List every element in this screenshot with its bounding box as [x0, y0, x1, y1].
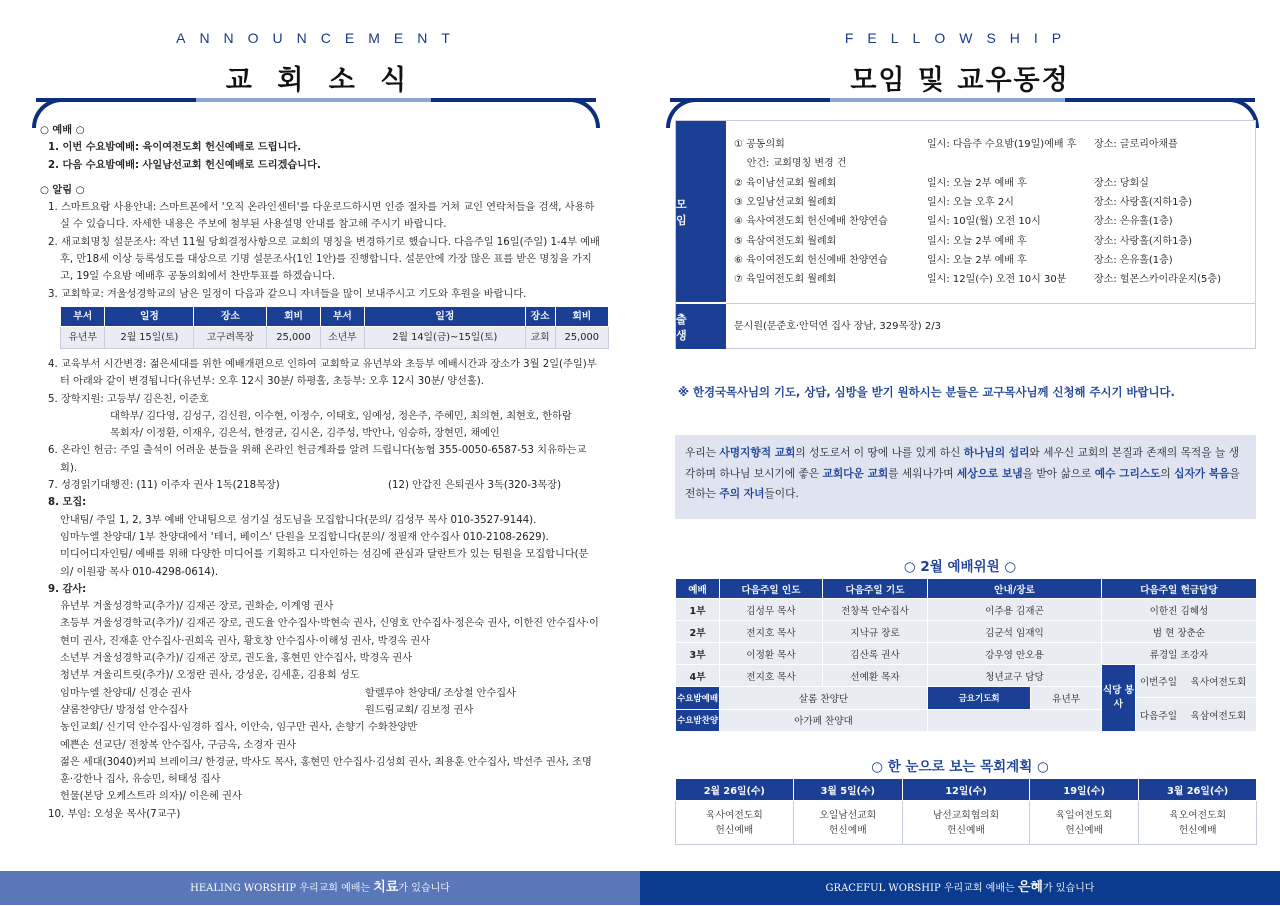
vision-text: 의	[1160, 466, 1171, 480]
thanks-item: 젊은 세대(3040)커피 브레이크/ 한경균, 박사도 목사, 홍현민 안수집사·김성희 권사, 최용훈 안수집사, 박선주 권사, 조명훈·강한나 집사, 유승민, 허태성 집사	[60, 756, 592, 786]
wed-label: 수요밤예배	[676, 687, 720, 709]
section-eng-title: ANNOUNCEMENT	[176, 30, 464, 46]
wc-header: 다음주일 기도	[823, 579, 928, 599]
footer-bar	[640, 871, 1280, 905]
notice-heading: ○ 알림 ○	[40, 184, 85, 196]
pastoral-plan-title: ○ 한 눈으로 보는 목회계획 ○	[871, 759, 1049, 775]
fri-label: 금요기도회	[928, 687, 1031, 709]
school-header: 일정	[365, 306, 525, 326]
recruit-item: 안내팀/ 주일 1, 2, 3부 예배 안내팀으로 섬기실 성도님을 모집합니다(문의/ 김성무 목사 010-3527-9144).	[60, 514, 537, 526]
school-table	[60, 306, 609, 349]
wc-header: 다음주일 헌금담당	[1101, 579, 1256, 599]
meetings-label: 모 임	[676, 121, 726, 302]
meeting-name: ⑤ 육삼여전도회 월례회	[734, 236, 837, 247]
wc-cell: 4부	[676, 665, 720, 687]
thanks-item: 청년부 겨울리트릿(추가)/ 오정란 권사, 강성운, 김세훈, 김용희 성도	[60, 670, 360, 682]
wc-cell: 김군석 임재익	[928, 621, 1102, 643]
vision-highlight: 세상으로 보냄	[956, 466, 1023, 480]
vision-highlight: 교회다운 교회	[822, 466, 889, 480]
wc-cell: 김산록 권사	[823, 643, 928, 665]
wc-cell: 김성무 목사	[720, 599, 823, 621]
worship-item: 1. 이번 수요밤예배: 육이여전도회 헌신예배로 드립니다.	[48, 142, 302, 154]
plan-cell	[1030, 801, 1139, 845]
wc-cell: 지낙규 장로	[823, 621, 928, 643]
scholarship-line: 대학부/ 김다영, 김성구, 김신원, 이수현, 이정수, 이태호, 임예성, 정은주, 주혜민, 최의현, 최현호, 한하람	[110, 410, 572, 422]
wc-cell: 강우영 안오용	[928, 643, 1102, 665]
meeting-place: 장소: 은유홀(1층)	[1094, 255, 1173, 266]
wed-praise-label: 수요밤찬양	[676, 709, 720, 731]
school-header: 장소	[525, 306, 555, 326]
meeting-name: ⑥ 육이여전도회 헌신예배 찬양연습	[734, 255, 888, 266]
wc-header: 예배	[676, 579, 720, 599]
thanks-item: 샬롬찬양단/ 방정섭 안수집사	[60, 704, 189, 716]
notice-item: 3. 교회학교: 겨울성경학교의 남은 일정이 다음과 같으니 자녀들을 많이 보내주시고 기도와 후원을 바랍니다.	[48, 288, 527, 300]
plan-event: 헌신예배	[947, 824, 985, 836]
footer-text-end: 가 있습니다	[398, 883, 450, 894]
bible-reading-2: (12) 안갑진 은퇴권사 3독(320-3목장)	[388, 480, 562, 492]
wc-cell: 1부	[676, 599, 720, 621]
school-header: 장소	[194, 306, 267, 326]
footer-text: GRACEFUL WORSHIP 우리교회 예배는	[825, 883, 1015, 894]
meeting-place: 장소: 사랑홀(지하1층)	[1094, 197, 1192, 208]
school-header: 회비	[555, 306, 608, 326]
vision-text: 와 세우신 교회의 본질과 존재의 목적을 늘 생각하며 하나님 보시기에 좋은	[685, 446, 1240, 480]
worship-committee-table	[675, 578, 1257, 732]
meeting-agenda: 안건: 교회명칭 변경 건	[734, 158, 847, 169]
school-cell: 교회	[525, 326, 555, 348]
school-cell: 유년부	[61, 326, 105, 348]
wc-cell: 3부	[676, 643, 720, 665]
thanks-item: 원드림교회/ 김보정 권사	[365, 704, 474, 716]
school-cell: 25,000	[555, 326, 608, 348]
plan-date: 19일(수)	[1030, 779, 1139, 801]
plan-cell	[902, 801, 1029, 845]
thanks-item: 헌물(본당 오케스트라 의자)/ 이은혜 권사	[60, 791, 242, 803]
plan-cell	[676, 801, 794, 845]
vision-text: 를 세워나가며	[888, 466, 954, 480]
thanks-row	[40, 685, 600, 702]
thanks-item: 예쁜손 선교단/ 전창복 안수집사, 구금옥, 소경자 권사	[60, 739, 297, 751]
worship-heading: ○ 예배 ○	[40, 125, 85, 136]
meal-when: 다음주일	[1139, 710, 1177, 722]
notice-item: 8. 모집:	[48, 497, 87, 509]
wc-cell: 전지호 목사	[720, 621, 823, 643]
thanks-item: 초등부 겨울성경학교(추가)/ 김재곤 장로, 권도율 안수집사·박현숙 권사, 신영호 안수집사·정은숙 권사, 이한진 안수집사·이현미 권사, 진재훈 안수집사·권희옥 권사, 황호창 안수집사·이해성 권사, 박경옥 권사	[60, 618, 599, 647]
wc-cell: 이한진 김혜성	[1101, 599, 1256, 621]
thanks-item: 유년부 겨울성경학교(추가)/ 김재곤 장로, 권화순, 이계영 권사	[60, 601, 334, 613]
page-title: 교 회 소 식	[225, 65, 415, 96]
meal-cell	[1135, 665, 1256, 732]
thanks-item: 할렐루야 찬양대/ 조상철 안수집사	[365, 687, 516, 699]
plan-group: 남선교회협의회	[932, 809, 1000, 821]
wc-cell: 전창복 안수집사	[823, 599, 928, 621]
meal-when: 이번주일	[1139, 677, 1177, 688]
meeting-name: ② 육이남선교회 월례회	[734, 178, 837, 189]
meeting-time: 일시: 오늘 오후 2시	[927, 197, 1014, 208]
plan-group: 육오여전도회	[1169, 809, 1227, 821]
meeting-time: 일시: 10일(월) 오전 10시	[927, 216, 1041, 227]
notice-item: 2. 새교회명칭 설문조사: 작년 11월 당회결정사항으로 교회의 명칭을 변경하기로 했습니다. 다음주일 16일(주일) 1-4부 예배후, 만18세 이상 등록성도를 대상으로 기명 설문조사(1인 1안)를 진행합니다. 설문안에 가장 많은 표를 받은 명칭을 가지고, 19일 수요밤 예배후 공동의회에서 찬반투표를 하겠습니다.	[48, 236, 600, 283]
meal-who: 육사여전도회	[1190, 677, 1247, 688]
pastoral-plan-table	[675, 778, 1257, 845]
school-cell: 고구려목장	[194, 326, 267, 348]
worship-item: 2. 다음 수요밤예배: 사일남선교회 헌신예배로 드리겠습니다.	[48, 159, 321, 171]
plan-date: 3월 5일(수)	[793, 779, 902, 801]
meeting-name: ③ 오일남선교회 월례회	[734, 197, 837, 208]
wc-cell: 류경일 조강자	[1101, 643, 1256, 665]
page-title: 모임 및 교우동정	[850, 65, 1070, 96]
meeting-place: 장소: 당회실	[1094, 178, 1149, 189]
empty-cell	[928, 709, 1102, 731]
meeting-place: 장소: 은유홀(1층)	[1094, 216, 1173, 227]
vision-text: 우리는	[685, 446, 716, 459]
vision-highlight: 십자가 복음	[1174, 466, 1230, 480]
meeting-place: 장소: 글로리아채플	[1094, 139, 1178, 150]
fellowship-page	[640, 0, 1280, 905]
pastor-notice: ※ 한경국목사님의 기도, 상담, 심방을 받기 원하시는 분들은 교구목사님께 신청해 주시기 바랍니다.	[678, 385, 1175, 399]
school-header: 부서	[320, 306, 364, 326]
meeting-place: 장소: 헐몬스카이라운지(5층)	[1094, 274, 1221, 285]
vision-highlight: 주의 자녀	[719, 487, 765, 500]
wed-praise-value: 아가페 찬양대	[720, 709, 928, 731]
meeting-time: 일시: 12일(수) 오전 10시 30분	[927, 274, 1067, 285]
bible-reading-item	[40, 477, 600, 494]
footer-text-end: 가 있습니다	[1042, 883, 1095, 894]
vision-text: 을 받아 삶으로	[1022, 466, 1092, 480]
plan-group: 육일여전도회	[1055, 809, 1113, 821]
vision-box	[675, 435, 1256, 519]
meeting-time: 일시: 오늘 2부 예배 후	[927, 255, 1027, 266]
bible-reading-1: 7. 성경읽기대행진: (11) 이주자 권사 1독(218목장)	[48, 480, 280, 492]
fri-value: 유년부	[1031, 687, 1102, 709]
meeting-name: ⑦ 육일여전도회 월례회	[734, 274, 837, 285]
plan-event: 헌신예배	[1065, 824, 1104, 836]
meal-who: 육삼여전도회	[1190, 710, 1247, 722]
notice-item: 10. 부임: 오성운 목사(7교구)	[48, 808, 181, 820]
plan-event: 헌신예배	[715, 824, 754, 836]
meal-label: 식당 봉사	[1101, 665, 1135, 732]
thanks-item: 소년부 겨울성경학교(추가)/ 김재곤 장로, 권도율, 홍현민 안수집사, 박경옥 권사	[60, 653, 413, 665]
wc-header: 다음주일 인도	[720, 579, 823, 599]
school-cell: 25,000	[267, 326, 320, 348]
footer-emphasis: 은혜	[1017, 880, 1043, 895]
wc-cell: 범 현 장춘순	[1101, 621, 1256, 643]
meeting-time: 일시: 오늘 2부 예배 후	[927, 178, 1027, 189]
plan-cell	[1139, 801, 1257, 845]
wc-cell: 선예환 목자	[823, 665, 928, 687]
meeting-name: ④ 육사여전도회 헌신예배 찬양연습	[734, 216, 888, 227]
vision-text: 을 전하는	[685, 466, 1240, 500]
section-eng-title: FELLOWSHIP	[844, 30, 1076, 46]
birth-text: 문시원(문준호·안덕연 집사 장남, 329목장) 2/3	[734, 321, 941, 332]
wc-cell: 전지호 목사	[720, 665, 823, 687]
plan-date: 2월 26일(수)	[676, 779, 794, 801]
school-header: 부서	[61, 306, 105, 326]
meeting-time: 일시: 다음주 수요밤(19일)예배 후	[927, 139, 1077, 150]
wc-header: 안내/장로	[928, 579, 1102, 599]
plan-event: 헌신예배	[1178, 824, 1217, 836]
vision-text: 의 성도로서 이 땅에 나를 있게 하신	[795, 446, 961, 459]
school-header: 회비	[267, 306, 320, 326]
plan-group: 오일남선교회	[819, 809, 877, 821]
notice-item: 1. 스마트요람 사용안내: 스마트폰에서 '오직 온라인센터'를 다운로드하시면 인증 절차를 거쳐 교인 연락처들을 검색, 사용하실 수 있습니다. 자세한 내용은 주보에 첨부된 사용설명 안내를 참고해 주시기 바랍니다.	[48, 202, 595, 231]
notice-item: 9. 감사:	[48, 583, 87, 595]
notice-item: 6. 온라인 헌금: 주일 출석이 어려운 분들을 위해 온라인 헌금계좌를 알려 드립니다(농협 355-0050-6587-53 치유하는교회).	[48, 445, 587, 474]
wed-value: 살롬 찬양단	[720, 687, 928, 709]
plan-group: 육사여전도회	[705, 809, 763, 821]
plan-event: 헌신예배	[828, 824, 867, 836]
footer-text: HEALING WORSHIP 우리교회 예배는	[190, 883, 371, 894]
school-cell: 2월 15일(토)	[105, 326, 194, 348]
wc-cell: 청년교구 담당	[928, 665, 1102, 687]
thanks-row	[40, 702, 600, 719]
notice-item: 4. 교육부서 시간변경: 젊은세대를 위한 예배개편으로 인하여 교회학교 유년부와 초등부 예배시간과 장소가 3월 2일(주일)부터 아래와 같이 변경됩니다(유년부: 오후 12시 30분/ 하평홀, 초등부: 오후 12시 30분/ 양선홀).	[48, 358, 597, 388]
footer-emphasis: 치료	[373, 880, 399, 895]
vision-text: 들이다.	[764, 487, 799, 500]
meeting-time: 일시: 오늘 2부 예배 후	[927, 236, 1027, 247]
scholarship-line: 목회자/ 이정환, 이재우, 김은석, 한경균, 김시온, 김주성, 박안나, 임승하, 장현민, 채예인	[110, 428, 500, 440]
wc-cell: 이주용 김재곤	[928, 599, 1102, 621]
birth-row	[734, 317, 941, 336]
vision-highlight: 예수 그리스도	[1094, 466, 1161, 480]
school-header: 일정	[105, 306, 194, 326]
meeting-name: ① 공동의회	[734, 139, 785, 150]
plan-cell	[793, 801, 902, 845]
notice-item: 5. 장학지원: 고등부/ 김은친, 이준호	[48, 393, 209, 405]
worship-committee-title: ○ 2월 예배위원 ○	[903, 559, 1017, 575]
announcement-body	[40, 120, 600, 823]
recruit-item: 임마누엘 찬양대/ 1부 찬양대에서 '테너, 베이스' 단원을 모집합니다(문의/ 정필재 안수집사 010-2108-2629).	[60, 531, 549, 543]
school-cell: 소년부	[320, 326, 364, 348]
footer-bar	[0, 871, 640, 905]
thanks-item: 농인교회/ 신기덕 안수집사·임경하 집사, 이안숙, 임구만 권사, 손향기 수화찬양반	[60, 722, 418, 734]
plan-date: 3월 26일(수)	[1139, 779, 1257, 801]
meetings-table	[675, 120, 1256, 349]
school-cell: 2월 14일(금)~15일(토)	[365, 326, 525, 348]
wc-cell: 이정환 목사	[720, 643, 823, 665]
thanks-item: 임마누엘 찬양대/ 신경순 권사	[60, 687, 192, 699]
birth-label: 출 생	[676, 304, 726, 349]
wc-cell: 2부	[676, 621, 720, 643]
plan-date: 12일(수)	[902, 779, 1029, 801]
meeting-place: 장소: 사랑홀(지하1층)	[1094, 236, 1192, 247]
announcement-page	[0, 0, 640, 905]
recruit-item: 미디어디자인팀/ 예배를 위해 다양한 미디어를 기획하고 디자인하는 섬김에 관심과 달란트가 있는 팀원을 모집합니다(문의/ 이원광 목사 010-4298-0614).	[60, 549, 589, 578]
vision-highlight: 사명지향적 교회	[719, 446, 796, 459]
vision-highlight: 하나님의 섭리	[963, 446, 1030, 459]
